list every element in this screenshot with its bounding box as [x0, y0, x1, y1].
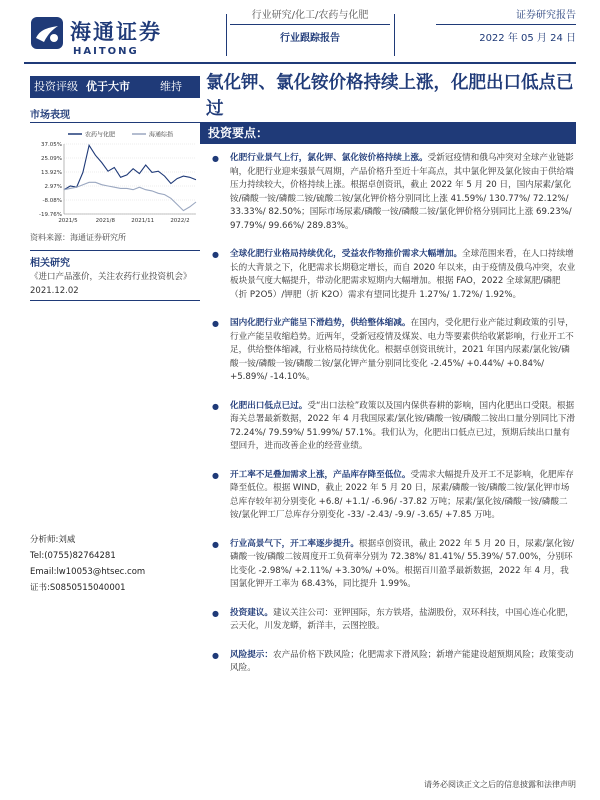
x-tick-label: 2021/5: [58, 218, 78, 224]
logo-en: HAITONG: [73, 46, 139, 57]
rating-bar: [30, 76, 200, 98]
bullet-icon: ●: [212, 539, 219, 549]
rating-value: 优于大市: [86, 80, 130, 93]
key-point-head: 化肥行业景气上行，氯化钾、氯化铵价格持续上涨。: [230, 153, 428, 163]
bullet-icon: ●: [212, 154, 219, 163]
related-text: 《进口产品涨价，关注农药行业投资机会》2021.12.02: [30, 272, 192, 296]
rating-label: 投资评级: [34, 80, 78, 93]
related-title: 相关研究: [30, 258, 70, 269]
series-line: [64, 145, 196, 189]
key-point-body: 受新冠疫情和俄乌冲突对全球产业链影响，化肥行业迎来强景气周期，产品价格升至近十年高点，其中氯化钾及氯化铵由于供给端压力持续较大，价格持续上涨。根据卓创资讯，截止 2022 年 5 月 20 日，国内尿素/氯化铵/磷酸一铵/磷酸二铵/硫酸二铵/氯化钾价格分别同比上涨 41.59%/ 130.77%/ 72.12%/ 33.33%/ 82.50%；国际市场尿素/磷酸一铵/磷酸二铵/氯化钾价格分别同比上涨 69.23%/ 97.79%/ 99.66%/ 289.83%。: [230, 153, 574, 231]
key-point: [206, 317, 576, 385]
key-point-body: 农产品价格下跌风险；化肥需求下滑风险；新增产能建设超预期风险；政策变动风险。: [230, 649, 574, 673]
header-divider: [394, 14, 395, 56]
category: 行业研究/化工/农药与化肥: [230, 8, 390, 25]
analyst-tel: Tel:(0755)82764281: [30, 551, 116, 561]
analyst-block: [30, 532, 200, 596]
y-tick-label: -19.76%: [39, 212, 62, 218]
series-line: [64, 182, 196, 210]
key-point: [206, 152, 576, 233]
key-point-head: 国内化肥行业产能呈下滑趋势，供给整体缩减。: [230, 318, 411, 328]
y-tick-label: 13.92%: [41, 170, 62, 176]
legend-label: 农药与化肥: [85, 131, 116, 139]
bullet-icon: ●: [212, 650, 219, 660]
key-point-head: 投资建议。: [230, 607, 273, 618]
doc-type: 证券研究报告: [436, 8, 576, 25]
y-tick-label: -8.08%: [42, 198, 62, 204]
key-point-body: 在国内，受化肥行业产能过剩政策的引导，行业产能呈收缩趋势。近两年，受新冠疫情及煤炭、电力等要素供给收紧影响，行业开工不足，供给整体缩减，行业格局持续优化。根据卓创资讯统计，2021 年国内尿素/氯化铵/磷酸一铵/磷酸一铵/磷酸二铵/氯化钾产量分别同比变化 -2.45%/ +0.44%/ +0.84%/ +5.89%/ -14.10%。: [230, 318, 574, 382]
analyst-cert: 证书:S0850515040001: [30, 583, 126, 593]
key-point: [206, 538, 576, 592]
key-point-body: 受“出口法检”政策以及国内保供春耕的影响，国内化肥出口受限。根据海关总署最新数据，2022 年 4 月我国尿素/氯化铵/磷酸一铵/磷酸二铵出口量分别同比下滑 72.24%/ 79.59%/ 51.99%/ 57.1%。我们认为，化肥出口低点已过，预期后续出口量有望回升，进而改善企业的经营业绩。: [230, 400, 576, 451]
header-center: [230, 8, 390, 47]
section-rule: [30, 300, 200, 301]
y-tick-label: 2.97%: [44, 184, 62, 190]
bullet-icon: ●: [212, 250, 219, 259]
report-title: 氯化钾、氯化铵价格持续上涨，化肥出口低点已过: [206, 73, 574, 119]
analyst-email[interactable]: Email:lw10053@htsec.com: [30, 567, 146, 577]
key-points: [206, 152, 576, 691]
disclaimer-footer: 请务必阅读正文之后的信息披露和法律声明: [424, 780, 576, 789]
logo-cn: 海通证券: [70, 19, 162, 44]
legend-label: 海通综指: [149, 131, 174, 139]
header-right: [436, 8, 576, 47]
report-type: 行业跟踪报告: [280, 33, 340, 44]
key-point-body: 受需求大幅提升及开工不足影响，化肥库存降至低位。根据 WIND，截止 2022 年 5 月 20 日，尿素/磷酸一铵/磷酸二铵/氯化钾市场总库存较年初分别变化 +6.8/ +1.1/ -6.96/ -37.82 万吨；尿素/氯化铵/磷酸一铵/磷酸二铵/氯化钾工厂总库存分别变化 -33/ -2.43/ -9.9/ -3.65/ +7.85 万吨。: [230, 469, 574, 520]
section-rule: [30, 250, 200, 251]
chart-source: 资料来源：海通证券研究所: [30, 233, 126, 242]
key-point-body: 建议关注公司：亚钾国际，东方铁塔，盐湖股份，双环科技，中国心连心化肥，云天化，川发龙蟒，新洋丰，云图控股。: [230, 607, 574, 631]
bullet-icon: ●: [212, 470, 219, 480]
key-point-head: 全球化肥行业格局持续优化，受益农作物推价需求大幅增加。: [230, 249, 463, 259]
key-point-body: 全球范围来看，在人口持续增长的大背景之下，化肥需求长期稳定增长，而自 2020 年以来，由于疫情及俄乌冲突，农业板块景气度大幅提升，带动化肥需求短期内大幅增加。根据 FAO，2022 全球氮肥/磷肥（折 P2O5）/钾肥（折 K2O）需求有望同比提升 1.27%/ 1.72%/ 1.92%。: [230, 249, 576, 300]
x-tick-label: 2022/2: [170, 218, 190, 224]
key-point: [206, 607, 576, 634]
y-tick-label: 25.09%: [41, 156, 62, 162]
key-point-body: 根据卓创资讯，截止 2022 年 5 月 20 日，尿素/氯化铵/磷酸一铵/磷酸二铵周度开工负荷率分别为 72.38%/ 81.41%/ 55.39%/ 57.00%，分别环比变化 -2.98%/ +2.11%/ +3.30%/ +0%。根据百川盈孚最新数据，2022 年 4 月，我国氯化钾开工率为 68.43%，同比提升 1.99%。: [230, 538, 575, 589]
key-point: [206, 248, 576, 302]
bullet-icon: ●: [212, 608, 219, 618]
x-tick-label: 2021/8: [95, 218, 116, 224]
key-point-head: 风险提示：: [230, 649, 273, 660]
market-section-title: 市场表现: [30, 110, 70, 121]
key-points-bar: 投资要点：: [200, 122, 576, 144]
key-point-head: 行业高景气下，开工率逐步提升。: [230, 538, 359, 549]
report-date: 2022 年 05 月 24 日: [479, 33, 576, 44]
key-point: [206, 400, 576, 454]
key-point-head: 开工率不足叠加需求上涨，产品库存降至低位。: [230, 469, 411, 480]
bullet-icon: ●: [212, 401, 219, 411]
key-point-head: 化肥出口低点已过。: [230, 400, 308, 411]
x-tick-label: 2021/11: [131, 218, 155, 224]
market-chart: [30, 128, 200, 228]
bullet-icon: ●: [212, 319, 219, 328]
header-rule: [24, 62, 576, 64]
key-point: [206, 469, 576, 523]
haitong-logo-icon: [30, 16, 64, 50]
rating-action: 维持: [160, 80, 182, 93]
logo: [30, 12, 170, 62]
y-tick-label: 37.05%: [41, 142, 62, 148]
header-divider: [226, 14, 227, 56]
analyst-name: 分析师:刘威: [30, 535, 76, 545]
key-point: [206, 649, 576, 676]
section-rule: [30, 122, 200, 123]
